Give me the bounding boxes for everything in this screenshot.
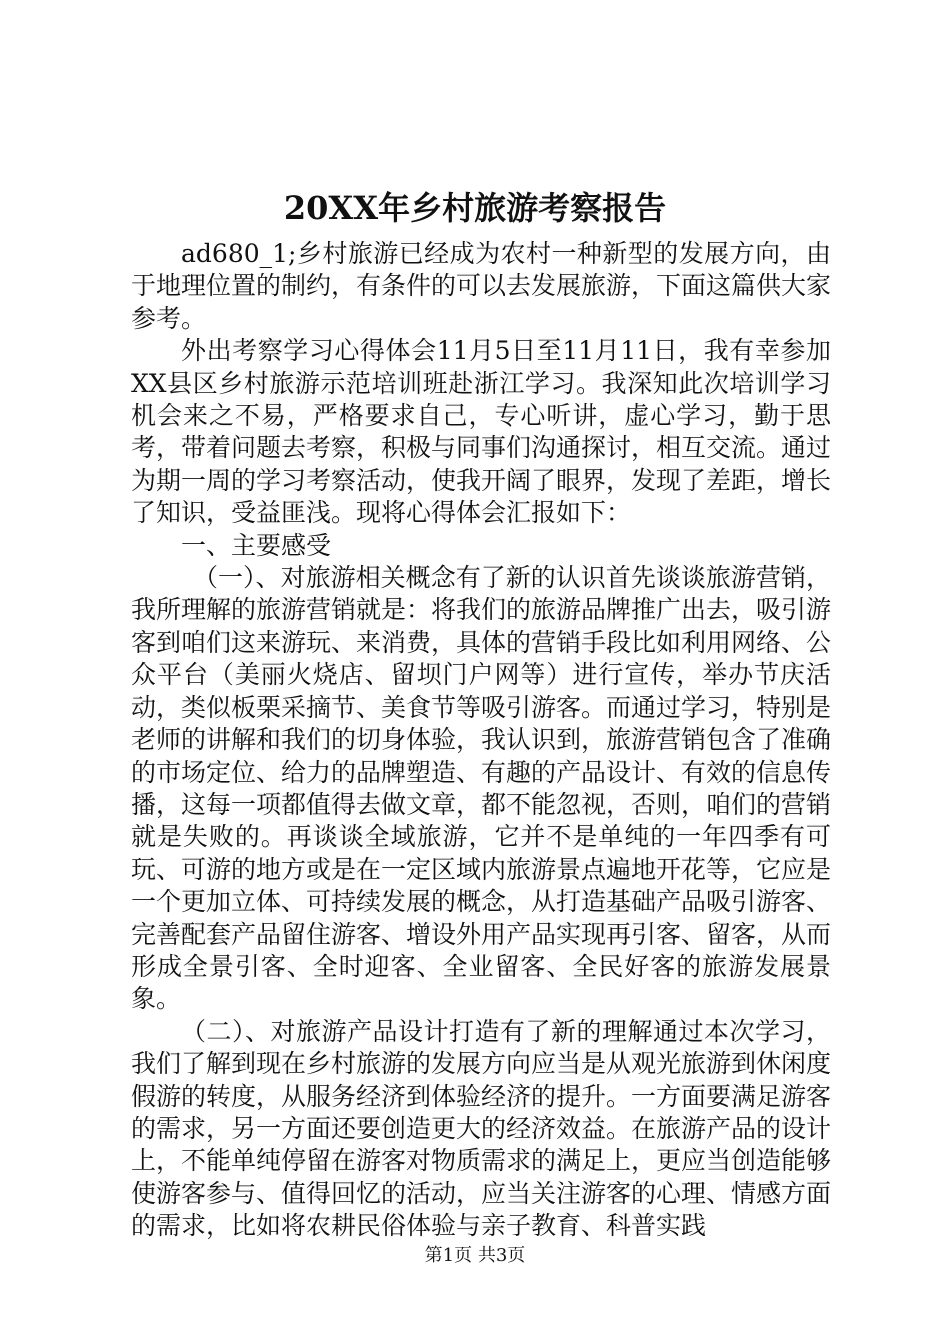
document-body [131,238,831,1243]
document-title: 20XX年乡村旅游考察报告 [283,189,667,227]
section-heading-main-feelings: 一、主要感受 [181,530,332,560]
page-footer: 第1页 共3页 [424,1245,526,1266]
paragraph-study-summary: 外出考察学习心得体会11月5日至11月11日，我有幸参加XX县区乡村旅游示范培训班赴浙江学习。我深知此次培训学习机会来之不易，严格要求自己，专心听讲，虚心学习，勤于思考，带着问题去考察，积极与同事们沟通探讨，相互交流。通过为期一周的学习考察活动，使我开阔了眼界，发现了差距，增长了知识，受益匪浅。现将心得体会汇报如下： [131,336,832,528]
paragraph-tourism-concepts: （一）、对旅游相关概念有了新的认识首先谈谈旅游营销，我所理解的旅游营销就是：将我们的旅游品牌推广出去，吸引游客到咱们这来游玩、来消费，具体的营销手段比如利用网络、公众平台（美丽火烧店、留坝门户网等）进行宣传，举办节庆活动，类似板栗采摘节、美食节等吸引游客。而通过学习，特别是老师的讲解和我们的切身体验，我认识到，旅游营销包含了准确的市场定位、给力的品牌塑造、有趣的产品设计、有效的信息传播，这每一项都值得去做文章，都不能忽视，否则，咱们的营销就是失败的。再谈谈全域旅游，它并不是单纯的一年四季有可玩、可游的地方或是在一定区域内旅游景点遍地开花等，它应是一个更加立体、可持续发展的概念，从打造基础产品吸引游客、完善配套产品留住游客、增设外用产品实现再引客、留客，从而形成全景引客、全时迎客、全业留客、全民好客的旅游发展景象。 [131,563,832,1014]
paragraph-intro: ad680_1;乡村旅游已经成为农村一种新型的发展方向，由于地理位置的制约，有条件的可以去发展旅游，下面这篇供大家参考。 [131,239,832,333]
paragraph-product-design: （二）、对旅游产品设计打造有了新的理解通过本次学习，我们了解到现在乡村旅游的发展方向应当是从观光旅游到休闲度假游的转度，从服务经济到体验经济的提升。一方面要满足游客的需求，另一方面还要创造更大的经济效益。在旅游产品的设计上，不能单纯停留在游客对物质需求的满足上，更应当创造能够使游客参与、值得回忆的活动，应当关注游客的心理、情感方面的需求，比如将农耕民俗体验与亲子教育、科普实践 [131,1016,832,1241]
